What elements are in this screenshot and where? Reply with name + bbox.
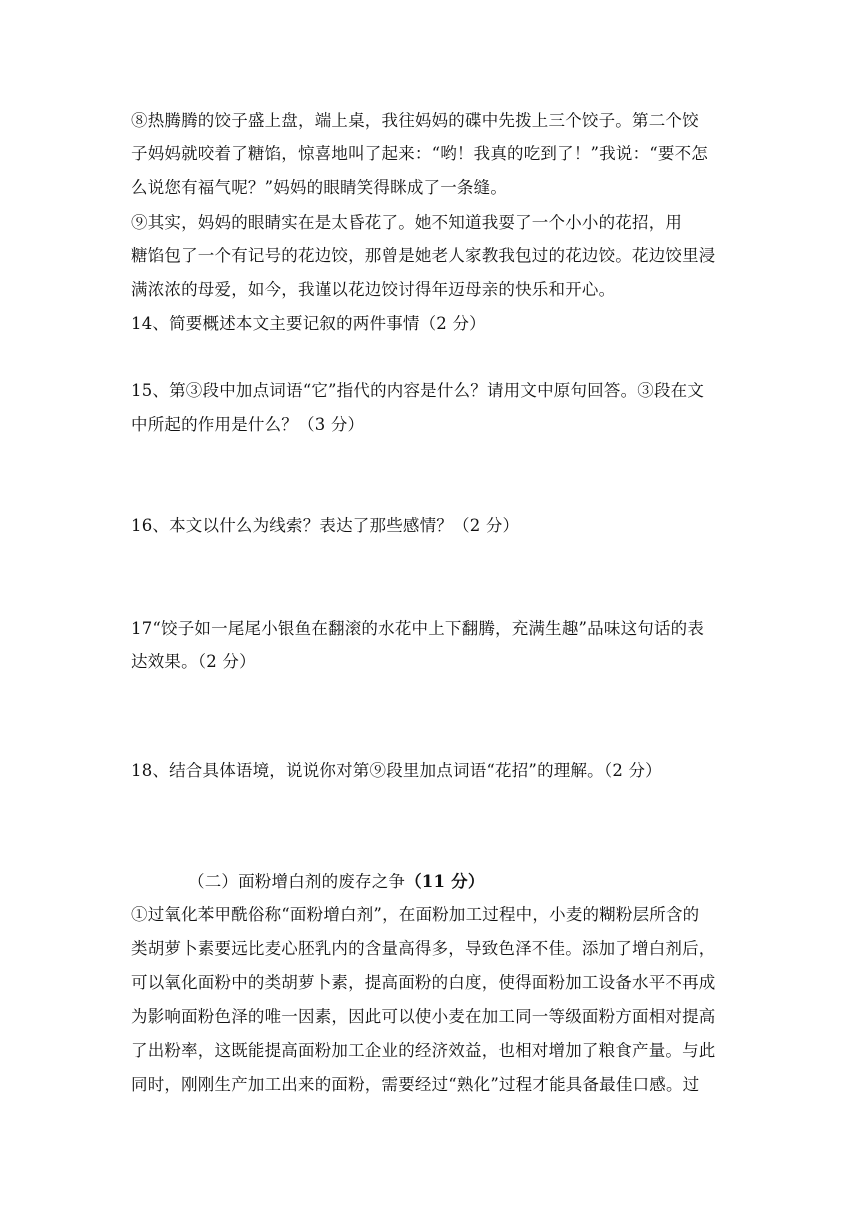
section-2-heading [188,871,798,893]
question-16: 16、本文以什么为线索？表达了那些感情？（2 分） [131,516,520,535]
section-2-p1-line-6: 同时，刚刚生产加工出来的面粉，需要经过“熟化”过程才能具备最佳口感。过 [131,1075,700,1094]
section-2-p1-line-4: 为影响面粉色泽的唯一因素，因此可以使小麦在加工同一等级面粉方面相对提高 [131,1007,716,1026]
section-2-p1-line-5: 了出粉率，这既能提高面粉加工企业的经济效益，也相对增加了粮食产量。与此 [131,1041,716,1060]
paragraph-8-line-1: ⑧热腾腾的饺子盛上盘，端上桌，我往妈妈的碟中先拨上三个饺子。第二个饺 [131,111,699,130]
question-15-line-2: 中所起的作用是什么？（3 分） [131,415,365,434]
section-2-p1-line-1: ①过氧化苯甲酰俗称“面粉增白剂”，在面粉加工过程中，小麦的糊粉层所含的 [131,905,700,924]
paragraph-8-line-2: 子妈妈就咬着了糖馅，惊喜地叫了起来：“哟！我真的吃到了！”我说：“要不怎 [131,144,709,163]
section-2-score: （11 分） [405,872,485,891]
paragraph-9-line-2: 糖馅包了一个有记号的花边饺，那曾是她老人家教我包过的花边饺。花边饺里浸 [131,246,716,265]
paragraph-9-line-3: 满浓浓的母爱，如今，我谨以花边饺讨得年迈母亲的快乐和开心。 [131,280,616,299]
paragraph-8-line-3: 么说您有福气呢？”妈妈的眼睛笑得眯成了一条缝。 [131,178,508,197]
question-17-line-1: 17“饺子如一尾尾小银鱼在翻滚的水花中上下翻腾，充满生趣”品味这句话的表 [131,619,705,638]
question-18: 18、结合具体语境，说说你对第⑨段里加点词语“花招”的理解。（2 分） [131,761,662,780]
section-2-title: （二）面粉增白剂的废存之争 [188,872,406,891]
paragraph-9-line-1: ⑨其实，妈妈的眼睛实在是太昏花了。她不知道我耍了一个小小的花招，用 [131,213,683,232]
section-2-p1-line-2: 类胡萝卜素要远比麦心胚乳内的含量高得多，导致色泽不佳。添加了增白剂后， [131,939,716,958]
question-14: 14、简要概述本文主要记叙的两件事情（2 分） [131,314,486,333]
question-17-line-2: 达效果。（2 分） [131,652,256,671]
section-2-p1-line-3: 可以氧化面粉中的类胡萝卜素，提高面粉的白度，使得面粉加工设备水平不再成 [131,973,716,992]
question-15-line-1: 15、第③段中加点词语“它”指代的内容是什么？请用文中原句回答。③段在文 [131,381,705,400]
